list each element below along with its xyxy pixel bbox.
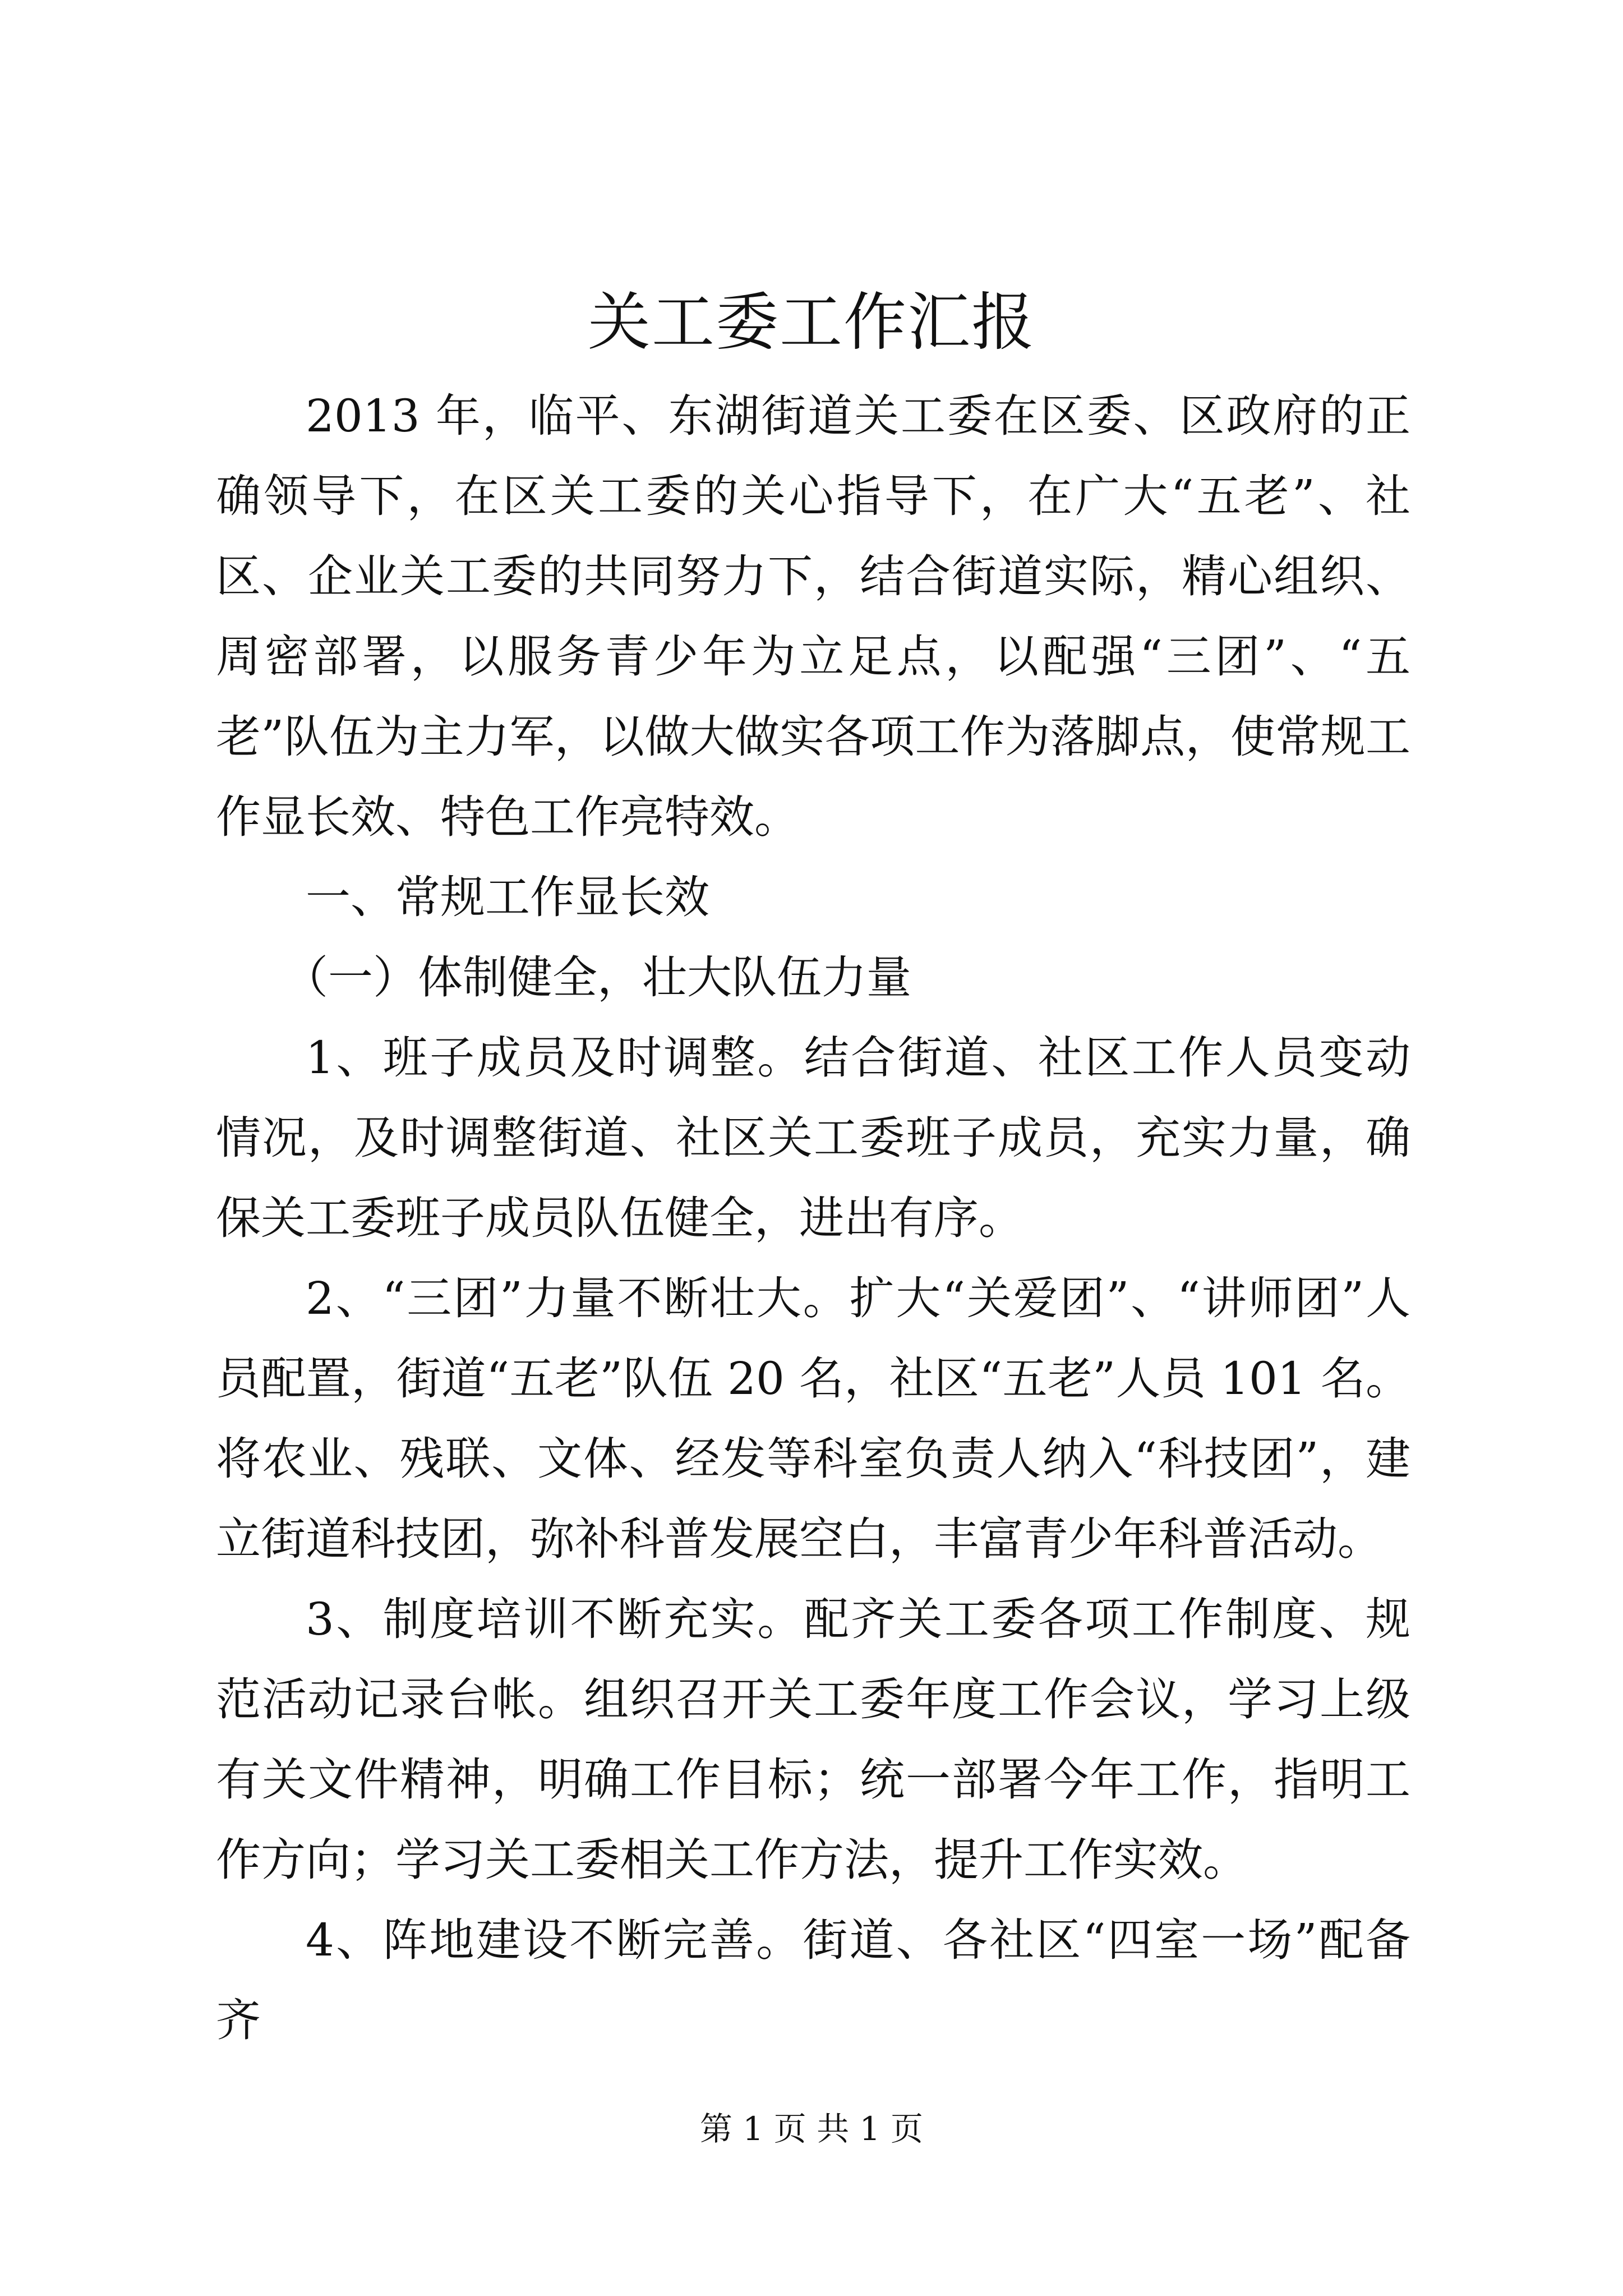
- paragraph-item-4: 4、阵地建设不断完善。街道、各社区“四室一场”配备齐: [216, 1914, 1410, 2046]
- paragraph-item-2: 2、“三团”力量不断壮大。扩大“关爱团”、“讲师团”人员配置，街道“五老”队伍 20 名，社区“五老”人员 101 名。将农业、残联、文体、经发等科室负责人纳入“科技团”，建立街道科技团，弥补科普发展空白，丰富青少年科普活动。: [216, 1272, 1410, 1565]
- subsection-heading-1: （一）体制健全，壮大队伍力量: [283, 951, 911, 1004]
- section-heading-1: 一、常规工作显长效: [306, 871, 709, 923]
- paragraph-item-3: 3、制度培训不断充实。配齐关工委各项工作制度、规范活动记录台帐。组织召开关工委年度工作会议，学习上级有关文件精神，明确工作目标；统一部署今年工作，指明工作方向；学习关工委相关工作方法，提升工作实效。: [216, 1593, 1410, 1886]
- paragraph-intro: 2013 年，临平、东湖街道关工委在区委、区政府的正确领导下，在区关工委的关心指导下，在广大“五老”、社区、企业关工委的共同努力下，结合街道实际，精心组织、周密部署，以服务青少年为立足点，以配强“三团”、“五老”队伍为主力军，以做大做实各项工作为落脚点，使常规工作显长效、特色工作亮特效。: [216, 390, 1410, 843]
- document-body: [216, 376, 1410, 2060]
- document-title: 关工委工作汇报: [588, 286, 1035, 359]
- page-footer: 第 1 页 共 1 页: [700, 2110, 923, 2148]
- paragraph-item-1: 1、班子成员及时调整。结合街道、社区工作人员变动情况，及时调整街道、社区关工委班子成员，充实力量，确保关工委班子成员队伍健全，进出有序。: [216, 1032, 1410, 1244]
